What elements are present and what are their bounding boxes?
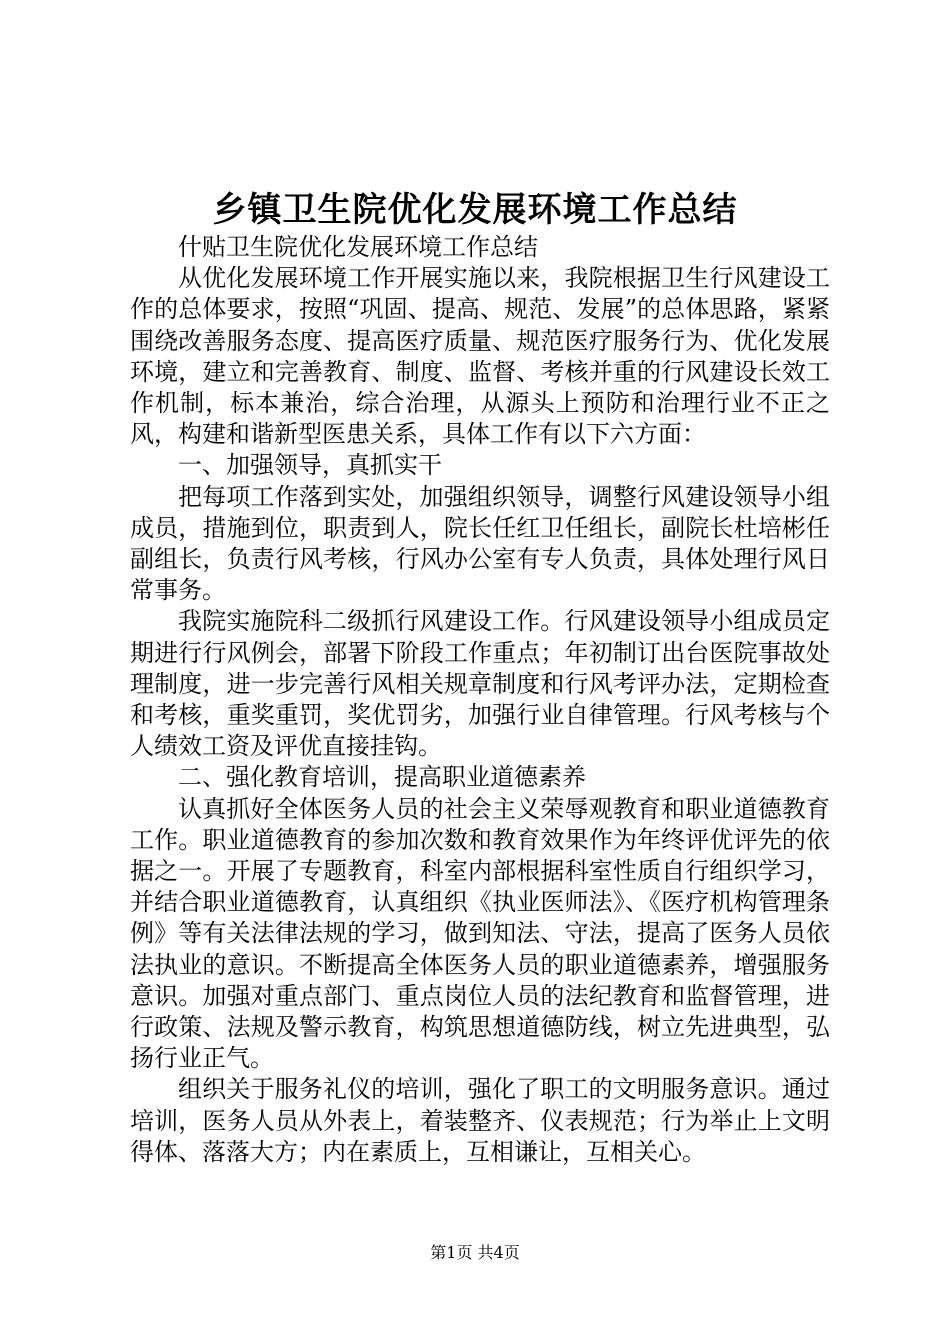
body-paragraph: 组织关于服务礼仪的培训，强化了职工的文明服务意识。通过培训，医务人员从外表上，着装整齐、仪表规范；行为举止上文明得体、落落大方；内在素质上，互相谦让，互相关心。 xyxy=(130,1075,830,1166)
body-paragraph: 把每项工作落到实处，加强组织领导，调整行风建设领导小组成员，措施到位，职责到人，院长任红卫任组长，副院长杜培彬任副组长，负责行风考核，行风办公室有专人负责，具体处理行风日常事务。 xyxy=(130,482,830,605)
body-paragraph: 认真抓好全体医务人员的社会主义荣辱观教育和职业道德教育工作。职业道德教育的参加次数和教育效果作为年终评优评先的依据之一。开展了专题教育，科室内部根据科室性质自行组织学习，并结合职业道德教育，认真组织《执业医师法》、《医疗机构管理条例》等有关法律法规的学习，做到知法、守法，提高了医务人员依法执业的意识。不断提高全体医务人员的职业道德素养，增强服务意识。加强对重点部门、重点岗位人员的法纪教育和监督管理，进行政策、法规及警示教育，构筑思想道德防线，树立先进典型，弘扬行业正气。 xyxy=(130,794,830,1073)
section-heading-1: 一、加强领导，真抓实干 xyxy=(178,451,442,480)
section-heading-2: 二、强化教育培训，提高职业道德素养 xyxy=(178,763,586,792)
document-body xyxy=(130,232,830,1168)
page-footer: 第1页 共4页 xyxy=(430,1243,520,1262)
document-title: 乡镇卫生院优化发展环境工作总结 xyxy=(212,190,738,230)
intro-paragraph: 从优化发展环境工作开展实施以来，我院根据卫生行风建设工作的总体要求，按照“巩固、提高、规范、发展”的总体思路，紧紧围绕改善服务态度、提高医疗质量、规范医疗服务行为、优化发展环境，建立和完善教育、制度、监督、考核并重的行风建设长效工作机制，标本兼治，综合治理，从源头上预防和治理行业不正之风，构建和谐新型医患关系，具体工作有以下六方面： xyxy=(130,264,830,449)
subtitle-paragraph: 什贴卫生院优化发展环境工作总结 xyxy=(178,233,538,261)
body-paragraph: 我院实施院科二级抓行风建设工作。行风建设领导小组成员定期进行行风例会，部署下阶段工作重点；年初制订出台医院事故处理制度，进一步完善行风相关规章制度和行风考评办法，定期检查和考核，重奖重罚，奖优罚劣，加强行业自律管理。行风考核与个人绩效工资及评优直接挂钩。 xyxy=(130,607,830,761)
